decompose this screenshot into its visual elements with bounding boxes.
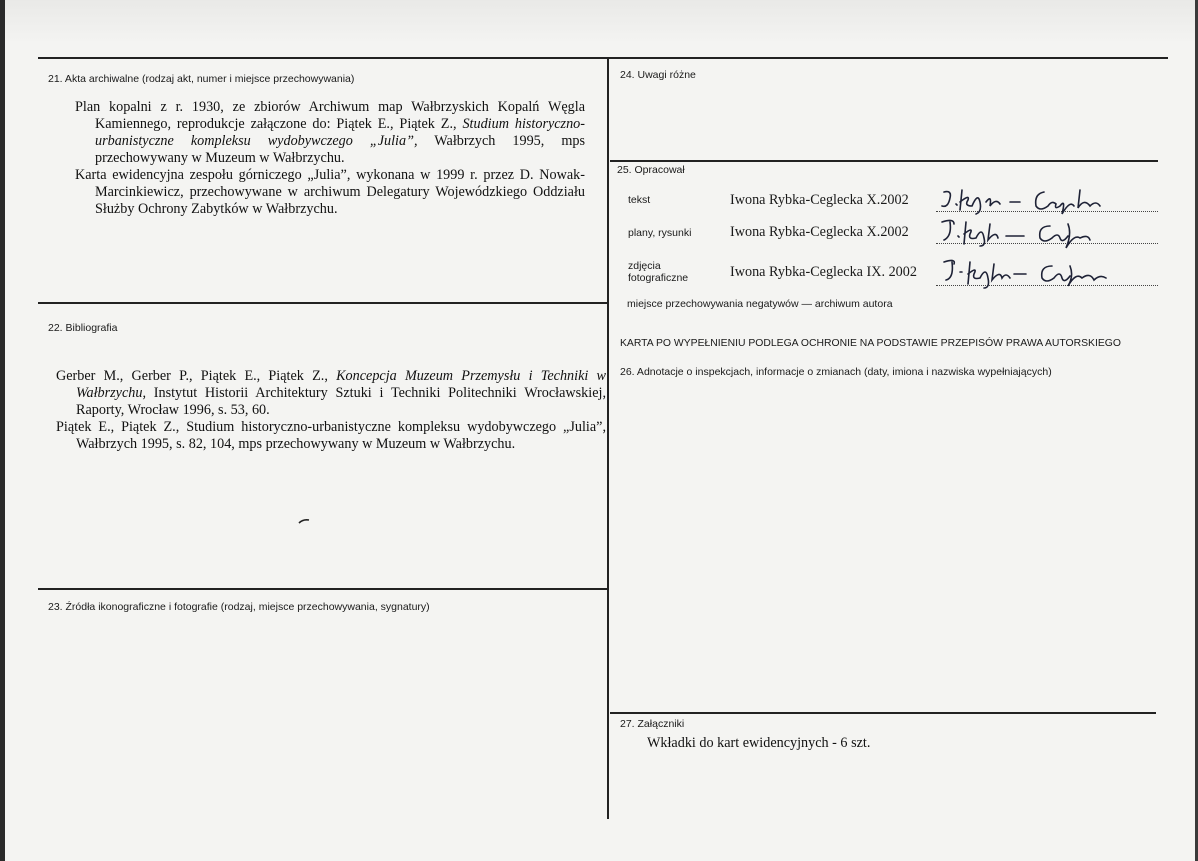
row-label: zdjęcia fotograficzne — [628, 260, 689, 284]
center-divider — [607, 57, 609, 819]
section-25-title: 25. Opracował — [617, 164, 685, 176]
section-21-title: 21. Akta archiwalne (rodzaj akt, numer i miejsce przechowywania) — [48, 73, 355, 85]
section-22-title: 22. Bibliografia — [48, 322, 118, 334]
section-26-title: 26. Adnotacje o inspekcjach, informacje o zmianach (daty, imiona i nazwiska wypełniających) — [620, 366, 1052, 378]
rule-26-27 — [610, 712, 1156, 714]
archival-entry-1: Plan kopalni z r. 1930, ze zbiorów Archiwum map Wałbrzyskich Kopalń Węgla Kamiennego, reprodukcje załączone do: Piątek E., Piątek Z., Studium historyczno-urbanistyczne kompleksu wydobywczego „Julia”, Wałbrzych 1995, mps przechowywany w Muzeum w Wałbrzychu. — [75, 99, 585, 166]
scan-top-shadow — [0, 0, 1198, 44]
scan-left-edge — [0, 0, 5, 861]
author-row-text — [628, 190, 1158, 214]
section-23-title: 23. Źródła ikonograficzne i fotografie (rodzaj, miejsce przechowywania, sygnatury) — [48, 601, 430, 613]
section-22-text — [56, 368, 606, 453]
rule-24-25 — [610, 160, 1158, 162]
row-label: tekst — [628, 194, 651, 206]
rule-22-23 — [38, 588, 608, 590]
signature-icon — [940, 184, 1140, 218]
rule-21-22 — [38, 302, 608, 304]
negatives-location: miejsce przechowywania negatywów — archiwum autora — [627, 298, 893, 310]
row-label: plany, rysunki — [628, 227, 692, 239]
section-27-title: 27. Załączniki — [620, 718, 685, 730]
section-24-title: 24. Uwagi różne — [620, 69, 696, 81]
section-21-text — [75, 99, 585, 218]
author-row-photos — [628, 258, 1158, 288]
bibliography-entry-1: Gerber M., Gerber P., Piątek E., Piątek Z., Koncepcja Muzeum Przemysłu i Techniki w Wałbrzychu, Instytut Historii Architektury Sztuki i Techniki Politechniki Wrocławskiej, Raporty, Wrocław 1996, s. 53, 60. — [56, 368, 606, 418]
row-value: Iwona Rybka-Ceglecka IX. 2002 — [730, 264, 917, 280]
top-rule — [38, 57, 1168, 59]
ink-mark-icon — [298, 517, 310, 525]
attachments-value: Wkładki do kart ewidencyjnych - 6 szt. — [647, 735, 871, 751]
signature-icon — [940, 256, 1140, 290]
row-value: Iwona Rybka-Ceglecka X.2002 — [730, 224, 909, 240]
bibliography-entry-2: Piątek E., Piątek Z., Studium historyczno-urbanistyczne kompleksu wydobywczego „Julia”, Wałbrzych 1995, s. 82, 104, mps przechowywany w Muzeum w Wałbrzychu. — [56, 419, 606, 452]
copyright-notice: KARTA PO WYPEŁNIENIU PODLEGA OCHRONIE NA PODSTAWIE PRZEPISÓW PRAWA AUTORSKIEGO — [620, 338, 1121, 349]
archival-entry-2: Karta ewidencyjna zespołu górniczego „Julia”, wykonana w 1999 r. przez D. Nowak-Marcinkiewicz, przechowywane w archiwum Delegatury Wojewódzkiego Oddziału Służby Ochrony Zabytków w Wałbrzychu. — [75, 167, 585, 217]
author-row-plans — [628, 222, 1158, 246]
signature-icon — [940, 216, 1140, 250]
row-value: Iwona Rybka-Ceglecka X.2002 — [730, 192, 909, 208]
